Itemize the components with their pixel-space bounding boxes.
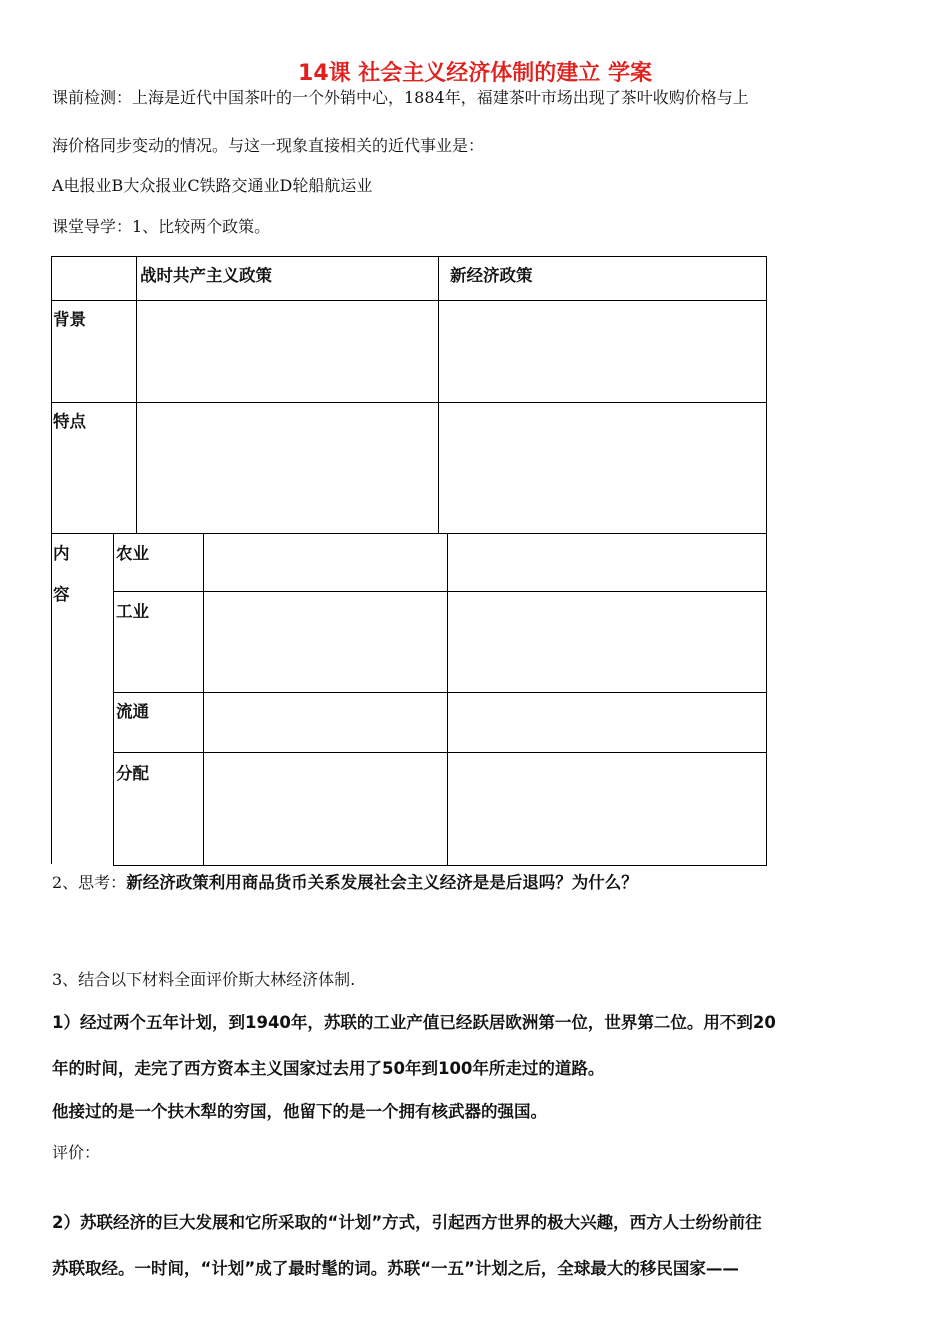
table-line	[203, 533, 204, 866]
sub-label-circulation: 流通	[116, 702, 149, 721]
pre-check-line-2: 海价格同步变动的情况。与这一现象直接相关的近代事业是：	[52, 136, 485, 155]
row-label-background: 背景	[53, 310, 86, 329]
table-border-bottom	[113, 865, 767, 866]
material-1-line-1: 1）经过两个五年计划，到1940年，苏联的工业产值已经跃居欧洲第一位，世界第二位。用不到20	[52, 1013, 776, 1032]
table-line	[113, 533, 114, 866]
table-line	[51, 533, 767, 534]
table-border-left	[51, 256, 52, 864]
material-2-line-2: 苏联取经。一时间，“计划”成了最时髦的词。苏联“一五”计划之后，全球最大的移民国家——	[52, 1259, 739, 1278]
row-label-features: 特点	[53, 412, 86, 431]
pre-check-line-1: 课前检测：上海是近代中国茶叶的一个外销中心，1884年，福建茶叶市场出现了茶叶收购价格与上	[52, 88, 749, 107]
table-line	[51, 402, 767, 403]
evaluation-label: 评价：	[52, 1143, 101, 1162]
table-line	[113, 692, 767, 693]
question-2-text: 新经济政策利用商品货币关系发展社会主义经济是是后退吗？为什么？	[126, 873, 638, 892]
question-2	[52, 873, 638, 893]
table-line	[113, 752, 767, 753]
guide-heading: 课堂导学：1、比较两个政策。	[52, 217, 271, 236]
material-2-line-1: 2）苏联经济的巨大发展和它所采取的“计划”方式，引起西方世界的极大兴趣，西方人士纷纷前往	[52, 1213, 762, 1232]
row-label-content-1: 内	[53, 544, 70, 563]
table-line	[447, 533, 448, 866]
page-title: 14课 社会主义经济体制的建立 学案	[298, 61, 652, 86]
question-3-heading: 3、结合以下材料全面评价斯大林经济体制.	[52, 970, 356, 989]
pre-check-options: A电报业B大众报业C铁路交通业D轮船航运业	[52, 176, 373, 195]
table-border-right	[766, 256, 767, 866]
sub-label-agriculture: 农业	[116, 544, 149, 563]
sub-label-distribution: 分配	[116, 764, 149, 783]
material-1-line-3: 他接过的是一个扶木犁的穷国，他留下的是一个拥有核武器的强国。	[52, 1102, 547, 1121]
table-line	[51, 300, 767, 301]
table-line	[438, 256, 439, 533]
header-new-economic-policy: 新经济政策	[450, 266, 533, 285]
question-2-label: 2、思考：	[52, 873, 127, 892]
material-1-line-2: 年的时间，走完了西方资本主义国家过去用了50年到100年所走过的道路。	[52, 1059, 605, 1078]
header-war-communism: 战时共产主义政策	[140, 266, 272, 285]
table-line	[136, 256, 137, 533]
row-label-content-2: 容	[53, 585, 70, 604]
table-line	[113, 591, 767, 592]
table-border-top	[51, 256, 767, 257]
sub-label-industry: 工业	[116, 602, 149, 621]
